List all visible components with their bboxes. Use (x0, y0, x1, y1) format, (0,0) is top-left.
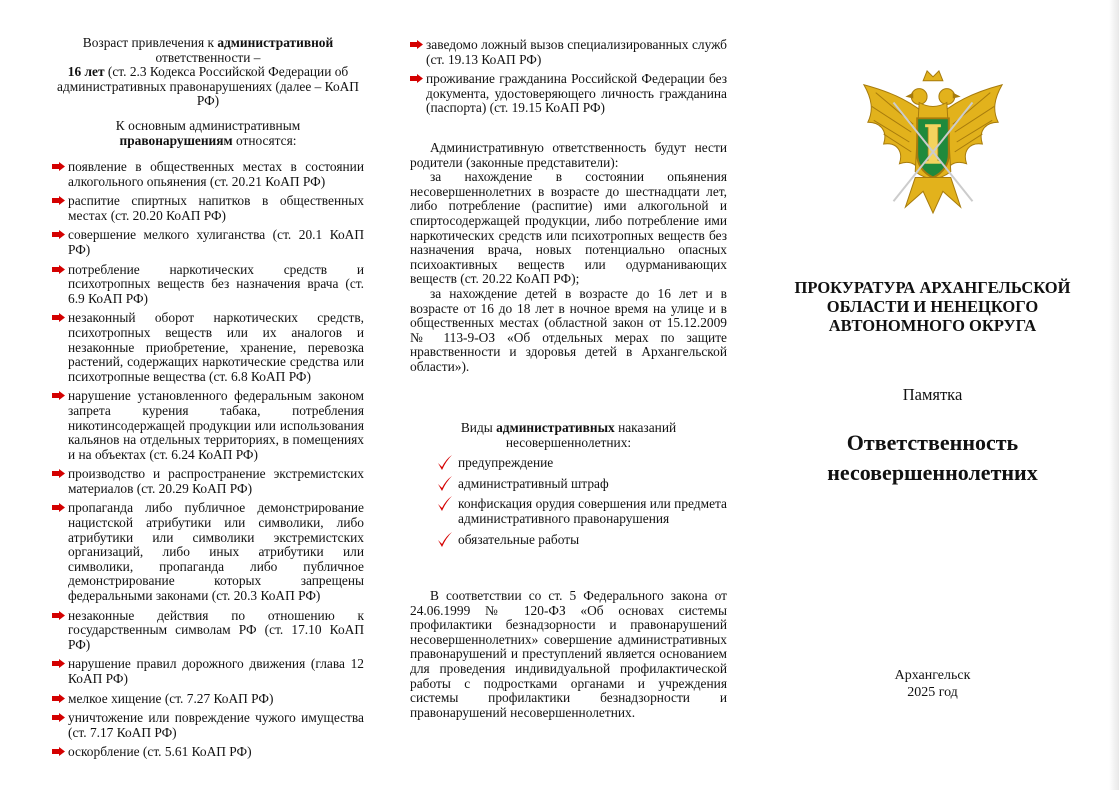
punishment-type-item: административный штраф (410, 477, 727, 492)
offences-list-continued (410, 38, 727, 121)
city-year: Архангельск 2025 год (894, 668, 971, 700)
list-item: нарушение установленного федеральным законом запрета курения табака, потребления никотинсодержащей продукции или использования кальянов на отдельных территориях, в помещениях и на объектах (ст. 6.24 КоАП РФ) (52, 389, 364, 462)
pointing-hand-icon (52, 659, 65, 668)
federal-law-paragraph: В соответствии со ст. 5 Федерального закона от 24.06.1999 № 120-ФЗ «Об основах системы профилактики безнадзорности и правонарушений несовершеннолетних» совершение административных правонарушений и преступлений является основанием для проведения индивидуальной профилактической работы с подростками органами и учреждения системы профилактики безнадзорности и правонарушений несовершеннолетних. (410, 588, 727, 720)
pointing-hand-icon (52, 747, 65, 756)
list-item: мелкое хищение (ст. 7.27 КоАП РФ) (52, 692, 364, 707)
checkmark-icon (437, 532, 453, 547)
pointing-hand-icon (52, 313, 65, 322)
pointing-hand-icon (410, 74, 423, 83)
pointing-hand-icon (52, 713, 65, 722)
punishment-types (410, 421, 727, 553)
basic-offences-heading: К основным административным правонарушениям относятся: (115, 118, 301, 148)
organization-name: ПРОКУРАТУРА АРХАНГЕЛЬСКОЙ ОБЛАСТИ И НЕНЕЦКОГО АВТОНОМНОГО ОКРУГА (794, 278, 1071, 335)
cover-panel (760, 0, 1105, 790)
list-item: нарушение правил дорожного движения (глава 12 КоАП РФ) (52, 657, 364, 686)
punishment-type-item: обязательные работы (410, 533, 727, 548)
pointing-hand-icon (52, 230, 65, 239)
pointing-hand-icon (52, 694, 65, 703)
list-item: незаконные действия по отношению к государственным символам РФ (ст. 17.10 КоАП РФ) (52, 609, 364, 653)
parents-responsibility: Административную ответственность будут нести родители (законные представители): за нахождение в состоянии опьянения несовершеннолетних в возрасте до шестнадцати лет, либо потребление (распитие) ими алкогольной и спиртосодержащей продукции, либо потребление ими наркотических средств или психотропных веществ без назначения врача, новых потенциально опасных психоактивных веществ или одурманивающих веществ (ст. 20.22 КоАП РФ); за нахождение детей в возрасте до 16 лет и в возрасте от 16 до 18 лет в ночное время на улице и в общественных местах (областной закон от 15.12.2009 № 113-9-ОЗ «Об отдельных мерах по защите нравственности и здоровья детей в Архангельской области»). (410, 140, 727, 374)
brochure-title: Ответственность несовершеннолетних (827, 430, 1038, 485)
pointing-hand-icon (52, 265, 65, 274)
pointing-hand-icon (52, 391, 65, 400)
checkmark-icon (437, 455, 453, 470)
punishment-types-list (410, 456, 727, 547)
list-item: потребление наркотических средств и психотропных веществ без назначения врача (ст. 6.9 КоАП РФ) (52, 263, 364, 307)
punishment-types-heading: Виды административных наказаний несовершеннолетних: (460, 420, 677, 450)
pointing-hand-icon (52, 162, 65, 171)
punishment-type-item: предупреждение (410, 456, 727, 471)
pointing-hand-icon (52, 196, 65, 205)
pointing-hand-icon (52, 469, 65, 478)
list-item: производство и распространение экстремистских материалов (ст. 20.29 КоАП РФ) (52, 467, 364, 496)
punishment-type-item: конфискация орудия совершения или предмета административного правонарушения (410, 497, 727, 526)
list-item: совершение мелкого хулиганства (ст. 20.1 КоАП РФ) (52, 228, 364, 257)
offences-list (52, 160, 364, 765)
page-edge (1109, 0, 1119, 790)
list-item: уничтожение или повреждение чужого имущества (ст. 7.17 КоАП РФ) (52, 711, 364, 740)
pointing-hand-icon (52, 611, 65, 620)
pointing-hand-icon (410, 40, 423, 49)
list-item: появление в общественных местах в состоянии алкогольного опьянения (ст. 20.21 КоАП РФ) (52, 160, 364, 189)
list-item: проживание гражданина Российской Федерации без документа, удостоверяющего личность гражданина (паспорта) (ст. 19.15 КоАП РФ) (410, 72, 727, 116)
memo-label: Памятка (902, 385, 963, 404)
list-item: незаконный оборот наркотических средств, психотропных веществ или их аналогов и незаконные приобретение, хранение, перевозка растений, содержащих наркотические средства или психотропные вещества (ст. 6.8 КоАП РФ) (52, 311, 364, 384)
list-item: оскорбление (ст. 5.61 КоАП РФ) (52, 745, 364, 760)
checkmark-icon (437, 476, 453, 491)
prosecutor-emblem-icon (854, 62, 1012, 222)
list-item: заведомо ложный вызов специализированных служб (ст. 19.13 КоАП РФ) (410, 38, 727, 67)
pointing-hand-icon (52, 503, 65, 512)
list-item: пропаганда либо публичное демонстрирование нацистской атрибутики или символики, либо атрибутики или символики экстремистских организаций, либо иных атрибутики или символики, пропаганда либо публичное демонстрирование которых запрещены федеральными законами (ст. 20.3 КоАП РФ) (52, 501, 364, 603)
age-intro: Возраст привлечения к административной ответственности – 16 лет (ст. 2.3 Кодекса Российской Федерации об административных правонарушениях (далее – КоАП РФ) (57, 35, 359, 109)
list-item: распитие спиртных напитков в общественных местах (ст. 20.20 КоАП РФ) (52, 194, 364, 223)
checkmark-icon (437, 496, 453, 511)
